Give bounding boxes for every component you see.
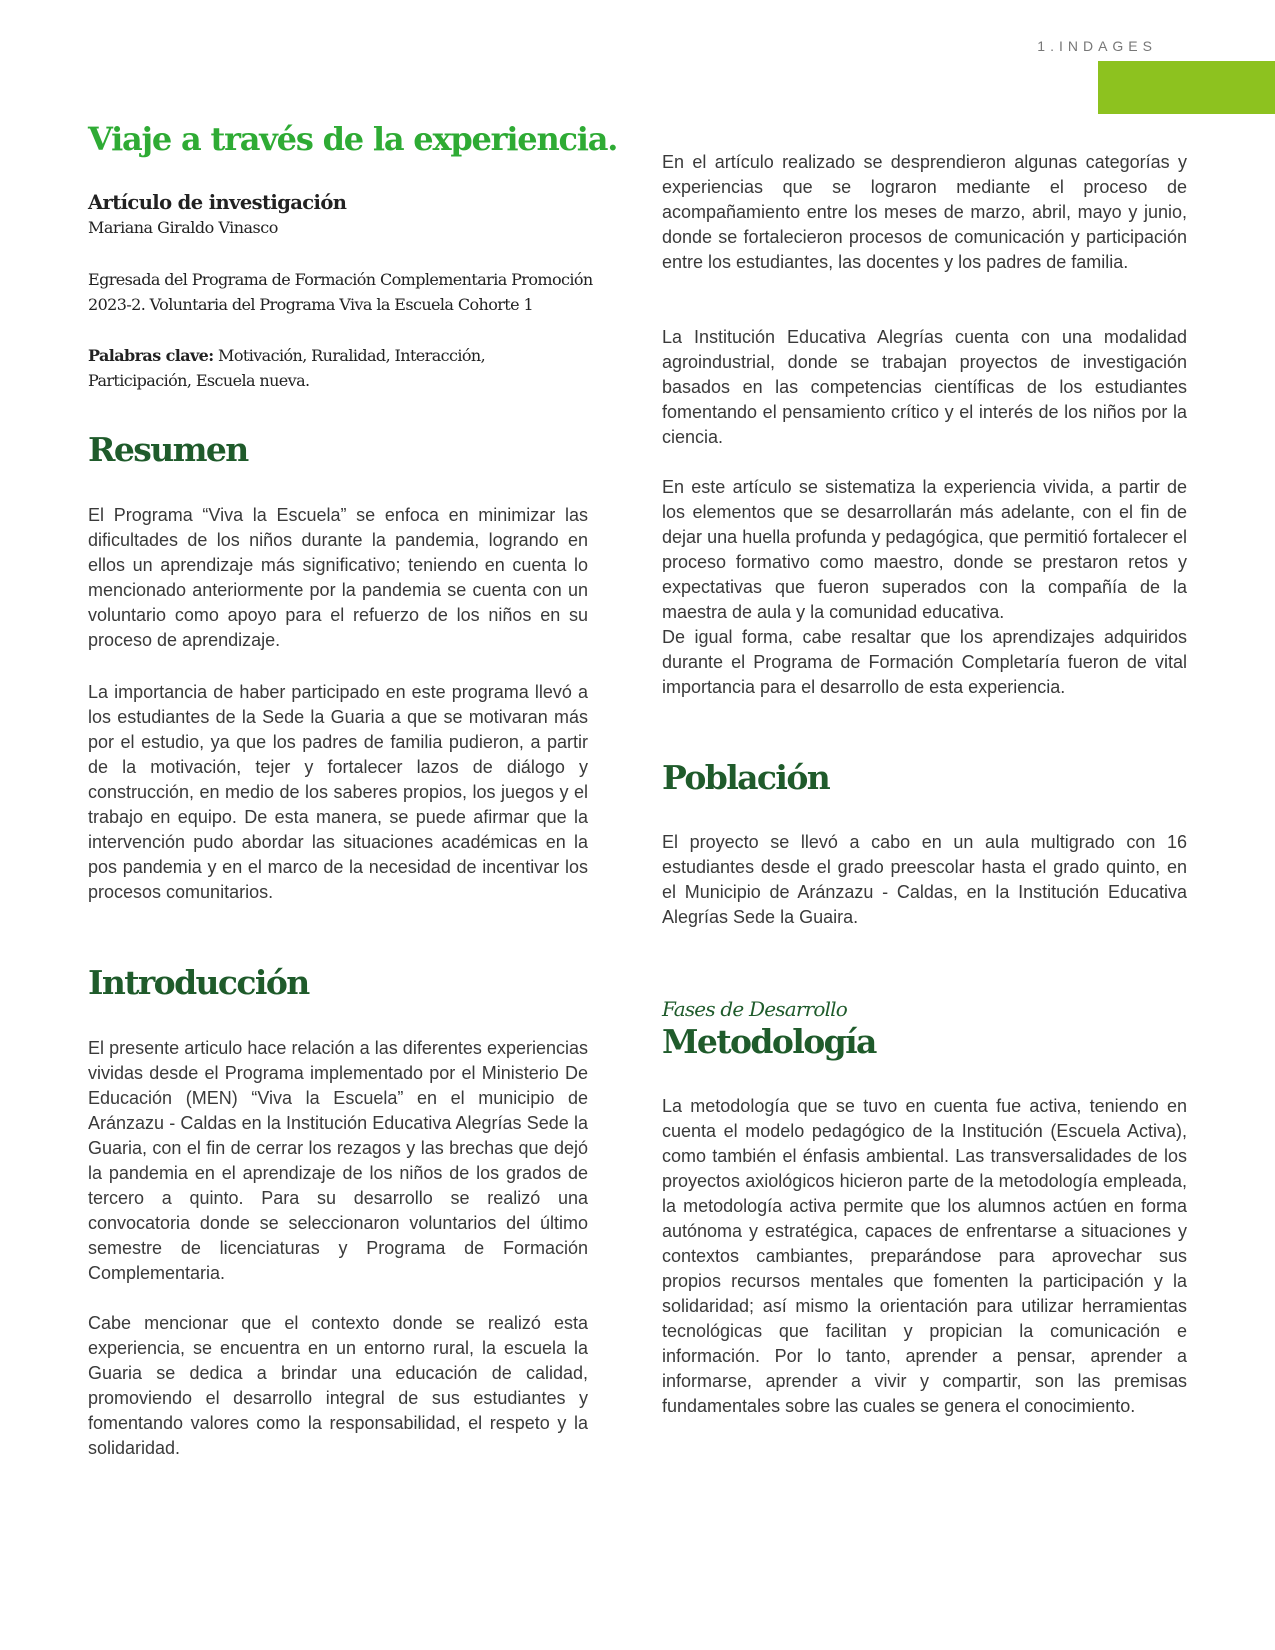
- intro-paragraph-1: En el artículo realizado se desprendieron algunas categorías y experiencias que se lograron mediante el proceso de acompañamiento entre los meses de marzo, abril, mayo y junio, donde se fortalecieron procesos de comunicación y participación entre los estudiantes, las docentes y los padres de familia.: [662, 152, 1187, 272]
- section-heading-poblacion: Población: [662, 758, 830, 797]
- affiliation-line-1: Egresada del Programa de Formación Complementaria Promoción: [88, 270, 593, 289]
- resumen-paragraph-2: La importancia de haber participado en este programa llevó a los estudiantes de la Sede la Guaria a que se motivaran más por el estudio, ya que los padres de familia pudieron, a partir de la motivación, tejer y fortalecer lazos de diálogo y construcción, en medio de los saberes propios, los juegos y el trabajo en equipo. De esta manera, se puede afirmar que la intervención pudo abordar las situaciones académicas en la pos pandemia y en el marco de la necesidad de incentivar los procesos comunitarios.: [88, 682, 588, 902]
- author-name: Mariana Giraldo Vinasco: [88, 218, 278, 237]
- keywords: [88, 343, 485, 393]
- author-affiliation: [88, 267, 593, 317]
- article-title: Viaje a través de la experiencia.: [88, 120, 618, 158]
- section-heading-introduccion: Introducción: [88, 963, 309, 1002]
- introduccion-paragraph-1: El presente articulo hace relación a las diferentes experiencias vividas desde el Programa implementado por el Ministerio De Educación (MEN) “Viva la Escuela” en el municipio de Aránzazu - Caldas en la Institución Educativa Alegrías Sede la Guaria, con el fin de cerrar los rezagos y las brechas que dejó la pandemia en el aprendizaje de los niños de los grados de tercero a quinto. Para su desarrollo se realizó una convocatoria donde se seleccionaron voluntarios del último semestre de licenciaturas y Programa de Formación Complementaria.: [88, 1038, 588, 1283]
- section-heading-metodologia: Metodología: [662, 1022, 876, 1061]
- intro-paragraph-2: La Institución Educativa Alegrías cuenta con una modalidad agroindustrial, donde se trabajan proyectos de investigación basados en las competencias científicas de los estudiantes fomentando el pensamiento crítico y el interés de los niños por la ciencia.: [662, 327, 1187, 447]
- intro-paragraph-3: En este artículo se sistematiza la experiencia vivida, a partir de los elementos que se desarrollarán más adelante, con el fin de dejar una huella profunda y pedagógica, que permitió fortalecer el proceso formativo como maestro, donde se prestaron retos y expectativas que fueron superados con la compañía de la maestra de aula y la comunidad educativa.: [662, 477, 1187, 622]
- intro-paragraph-4: De igual forma, cabe resaltar que los aprendizajes adquiridos durante el Programa de Formación Completaría fueron de vital importancia para el desarrollo de esta experiencia.: [662, 627, 1187, 697]
- keywords-line-2: Participación, Escuela nueva.: [88, 371, 310, 390]
- accent-bar: [1098, 61, 1275, 114]
- keywords-line-1: Motivación, Ruralidad, Interacción,: [213, 346, 486, 365]
- metodologia-paragraph: La metodología que se tuvo en cuenta fue activa, teniendo en cuenta el modelo pedagógico de la Institución (Escuela Activa), como también el énfasis ambiental. Las transversalidades de los proyectos axiológicos hicieron parte de la metodología empleada, la metodología activa permite que los alumnos actúen en forma autónoma y estratégica, capaces de enfrentarse a situaciones y contextos cambiantes, preparándose para aprovechar sus propios recursos mentales que fomenten la participación y la solidaridad; así mismo la orientación para utilizar herramientas tecnológicas que facilitan y propician la comunicación e información. Por lo tanto, aprender a pensar, aprender a informarse, aprender a vivir y compartir, son las premisas fundamentales sobre las cuales se genera el conocimiento.: [662, 1096, 1187, 1416]
- running-header: 1.INDAGES: [1037, 38, 1157, 54]
- poblacion-paragraph: El proyecto se llevó a cabo en un aula multigrado con 16 estudiantes desde el grado preescolar hasta el grado quinto, en el Municipio de Aránzazu - Caldas, en la Institución Educativa Alegrías Sede la Guaira.: [662, 832, 1187, 927]
- introduccion-paragraph-2: Cabe mencionar que el contexto donde se realizó esta experiencia, se encuentra en un entorno rural, la escuela la Guaria se dedica a brindar una educación de calidad, promoviendo el desarrollo integral de sus estudiantes y fomentando valores como la responsabilidad, el respeto y la solidaridad.: [88, 1313, 588, 1458]
- methodology-kicker: Fases de Desarrollo: [662, 997, 848, 1021]
- section-heading-resumen: Resumen: [88, 430, 248, 469]
- resumen-paragraph-1: El Programa “Viva la Escuela” se enfoca en minimizar las dificultades de los niños durante la pandemia, logrando en ellos un aprendizaje más significativo; teniendo en cuenta lo mencionado anteriormente por la pandemia se cuenta con un voluntario como apoyo para el refuerzo de los niños en su proceso de aprendizaje.: [88, 505, 588, 650]
- article-type: Artículo de investigación: [88, 191, 347, 214]
- keywords-label: Palabras clave:: [88, 346, 214, 365]
- affiliation-line-2: 2023-2. Voluntaria del Programa Viva la Escuela Cohorte 1: [88, 295, 534, 314]
